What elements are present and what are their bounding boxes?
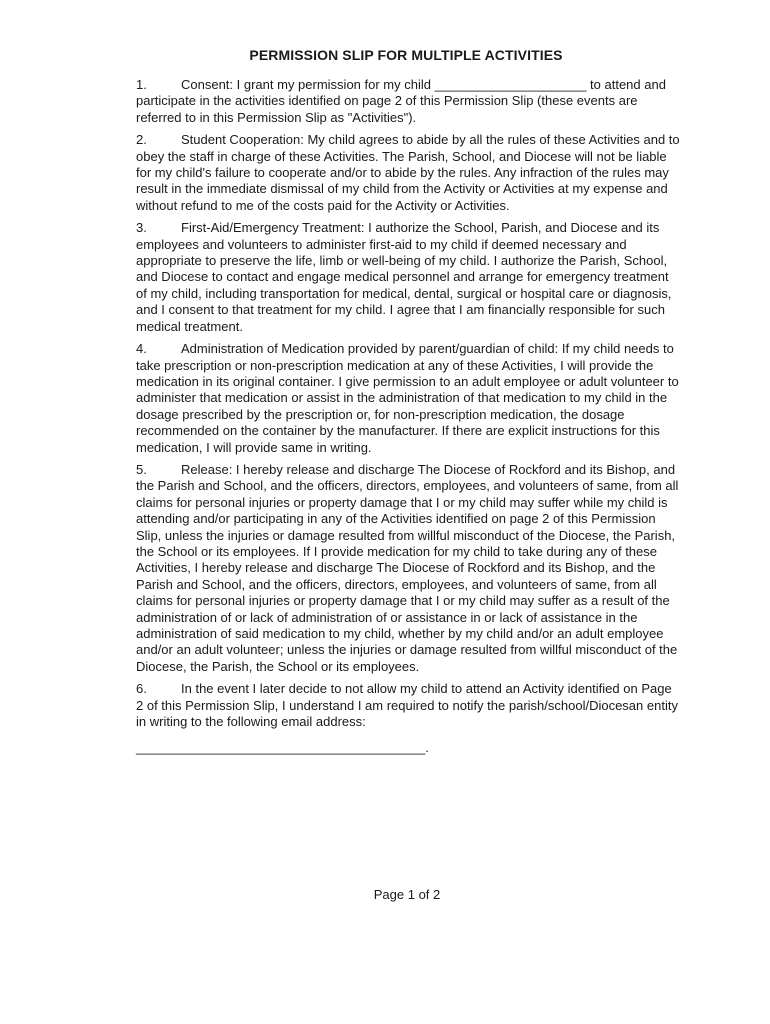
paragraph-first-aid (136, 220, 681, 335)
paragraph-number: 2. (136, 132, 147, 148)
paragraph-student-cooperation (136, 132, 681, 214)
paragraph-number: 3. (136, 220, 147, 236)
paragraph-text: Consent: I grant my permission for my child _____________________ to attend and participate in the activities identified on page 2 of this Permission Slip (these events are referred to in this Permission Slip as "Activities"). (136, 77, 666, 125)
paragraph-text: Student Cooperation: My child agrees to abide by all the rules of these Activities and to obey the staff in charge of these Activities. The Parish, School, and Diocese will not be liable for my child's failure to cooperate and/or to abide by the rules. Any infraction of the rules may result in the immediate dismissal of my child from the Activity or Activities at my expense and without refund to me of the costs paid for the Activity or Activities. (136, 132, 680, 213)
document-title: PERMISSION SLIP FOR MULTIPLE ACTIVITIES (249, 47, 563, 63)
paragraph-notification (136, 681, 681, 730)
paragraph-text: Release: I hereby release and discharge The Diocese of Rockford and its Bishop, and the Parish and School, and the officers, directors, employees, and volunteers of same, from all claims for personal injuries or property damage that I or my child may suffer while my child is attending and/or participating in any of the Activities identified on page 2 of this Permission Slip, unless the injuries or damage resulted from willful misconduct of the Diocese, the Parish, the School or its employees. If I provide medication for my child to take during any of these Activities, I hereby release and discharge The Diocese of Rockford and its Bishop, and the Parish and School, and the officers, directors, employees, and volunteers of same, from all claims for personal injuries or property damage that I or my child may suffer as a result of the administration of or lack of administration of or assistance in or lack of assistance in the administration of said medication to my child, whether by my child and/or an adult employee and/or an adult volunteer; unless the injuries or damage resulted from willful misconduct of the Diocese, the Parish, the School or its employees. (136, 461, 679, 674)
paragraph-number: 4. (136, 341, 147, 357)
paragraph-number: 1. (136, 77, 147, 92)
paragraph-number: 5. (136, 461, 147, 477)
paragraph-text: First-Aid/Emergency Treatment: I authorize the School, Parish, and Diocese and its employees and volunteers to administer first-aid to my child if deemed necessary and appropriate to preserve the life, limb or well-being of my child. I authorize the Parish, School, and Diocese to contact and engage medical personnel and arrange for emergency treatment of my child, including transportation for medical, dental, surgical or hospital care or diagnosis, and I consent to that treatment for my child. I agree that I am financially responsible for such medical treatment. (136, 220, 672, 334)
paragraph-text: In the event I later decide to not allow my child to attend an Activity identified on Page 2 of this Permission Slip, I understand I am required to notify the parish/school/Diocesan entity in writing to the following email address: (136, 681, 678, 730)
document-body (136, 77, 681, 757)
paragraph-consent (136, 77, 681, 126)
email-address-blank[interactable]: ________________________________________. (136, 740, 429, 756)
paragraph-number: 6. (136, 681, 147, 697)
paragraph-release (136, 462, 681, 675)
paragraph-medication (136, 341, 681, 456)
paragraph-text: Administration of Medication provided by parent/guardian of child: If my child needs to take prescription or non-prescription medication at any of these Activities, I will provide the medication in its original container. I give permission to an adult employee or adult volunteer to administer that medication or assist in the administration of that medication to my child in the dosage prescribed by the prescription or, for non-prescription medication, the dosage recommended on the container by the manufacturer. If there are explicit instructions for this medication, I will provide same in writing. (136, 341, 679, 455)
page-number: Page 1 of 2 (373, 887, 441, 902)
